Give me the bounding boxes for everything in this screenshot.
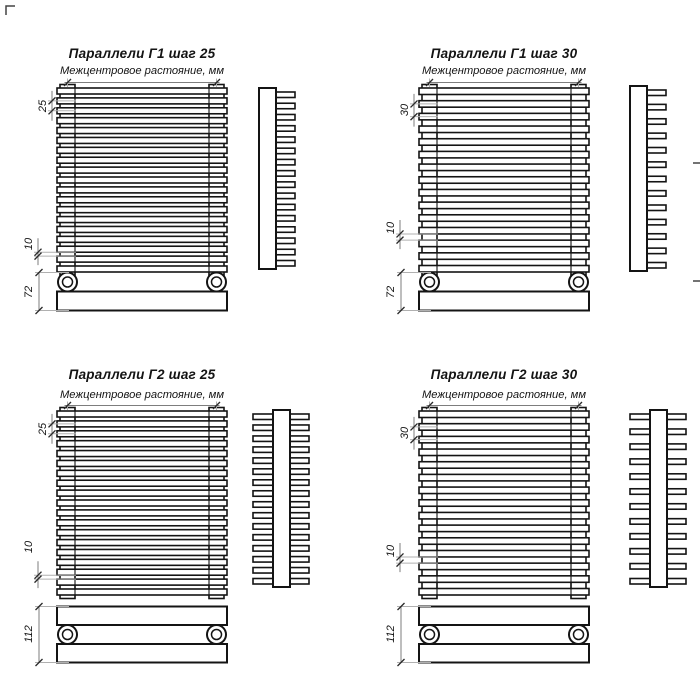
subtitle-g2-step-25: Межцентровое растояние, мм <box>59 389 224 401</box>
front-view-g2-step-25 <box>57 408 227 599</box>
side-view-g1-step-25 <box>259 88 295 269</box>
collector-view-g1-step-25 <box>57 273 227 311</box>
collector-view-g2-step-30 <box>419 607 589 663</box>
dim-step-g2-30: 30 <box>398 426 411 440</box>
dim-collector-g2-25: 112 <box>22 625 35 643</box>
front-view-g1-step-30 <box>419 85 589 276</box>
side-view-g1-step-30 <box>630 86 666 271</box>
title-g1-step-30: Параллели Г1 шаг 30 <box>430 46 578 61</box>
panel-g1-step-25 <box>34 79 295 315</box>
side-view-g2-step-25 <box>253 410 309 587</box>
front-view-g2-step-30 <box>419 408 589 599</box>
collector-view-g1-step-30 <box>419 273 589 311</box>
front-view-g1-step-25 <box>57 85 227 276</box>
dim-gap-g2-30: 10 <box>384 544 397 558</box>
title-g2-step-25: Параллели Г2 шаг 25 <box>68 367 216 382</box>
collector-view-g2-step-25 <box>57 607 227 663</box>
dim-gap-g2-25: 10 <box>22 540 35 554</box>
panel-g2-step-25 <box>34 402 309 667</box>
side-view-g2-step-30 <box>630 410 686 587</box>
dim-step-g1-30: 30 <box>398 103 411 117</box>
dim-collector-g2-30: 112 <box>384 625 397 643</box>
subtitle-g2-step-30: Межцентровое растояние, мм <box>421 389 586 401</box>
title-g2-step-30: Параллели Г2 шаг 30 <box>430 367 578 382</box>
dim-collector-g1-30: 72 <box>384 285 397 299</box>
dim-step-g2-25: 25 <box>36 422 49 436</box>
panel-g1-step-30 <box>396 79 666 315</box>
subtitle-g1-step-25: Межцентровое растояние, мм <box>59 65 224 77</box>
title-g1-step-25: Параллели Г1 шаг 25 <box>68 46 216 61</box>
subtitle-g1-step-30: Межцентровое растояние, мм <box>421 65 586 77</box>
dim-gap-g1-30: 10 <box>384 221 397 235</box>
dim-collector-g1-25: 72 <box>22 285 35 299</box>
panel-g2-step-30 <box>396 402 686 667</box>
dim-gap-g1-25: 10 <box>22 237 35 251</box>
dim-step-g1-25: 25 <box>36 99 49 113</box>
